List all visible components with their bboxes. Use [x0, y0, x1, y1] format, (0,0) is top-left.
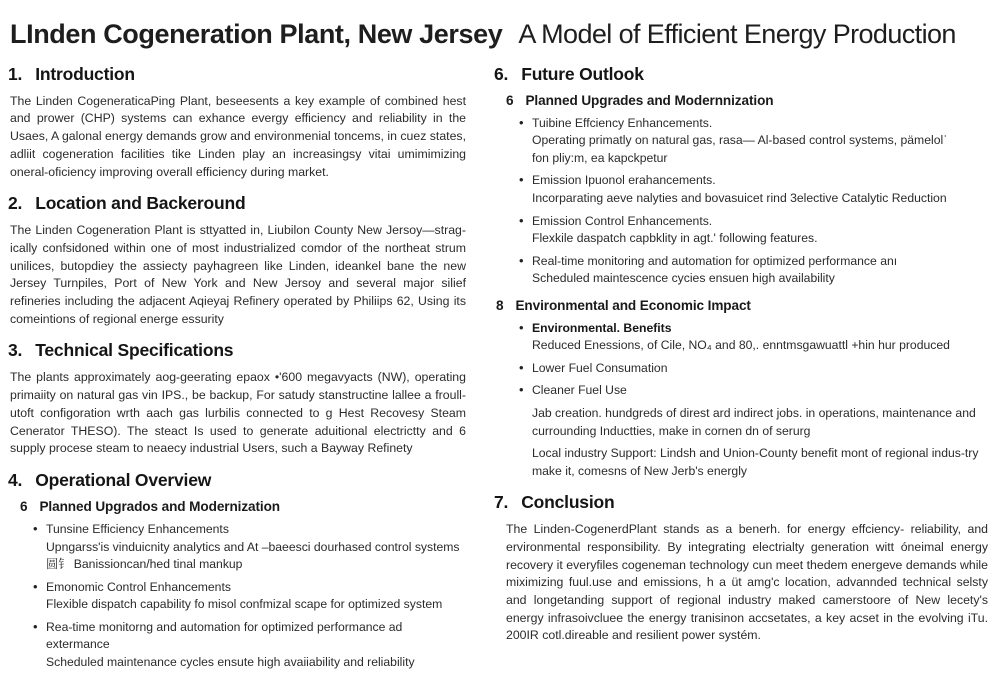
subsection-number: 8 — [496, 297, 504, 313]
section-paragraph: The Linden Cogeneration Plant is sttyatted in, Liubilon County New Jersoy—strag-ically confsidoned within one of most industrialized comdor of the northeat strum unilices, butopdiey the assiecty payhagreen like Linden, ideankel bane the new Jersey Turnpiles, Port of New York and New Jersoy and several major silief refineries including the adjacent Aqieyaj Refinery operated by Philiips 62, Using its comeintions of regional energe essurity — [10, 223, 466, 326]
bullet-line: fon pliy:m, ea kapckpetur — [532, 150, 668, 165]
section-title: Operational Overview — [35, 469, 212, 490]
list-item — [532, 320, 982, 355]
bullet-title: • Environmental. Benefits — [532, 320, 672, 335]
bullet-title: • Lower Fuel Consumation — [532, 360, 668, 375]
bullet-line: Incorparating aeve nalyties and bovasuicet rind 3elective Catalytic Reduction — [532, 190, 947, 205]
bullet-line: Flexible dispatch capability fo misol confmizal scape for optimized system — [46, 597, 443, 612]
bullet-title: • Tuibine Effciency Enhancements. — [532, 115, 713, 130]
list-item — [532, 172, 982, 207]
right-column — [494, 62, 990, 655]
section-paragraph: The plants approximately aog-geerating epaox •'600 megavyacts (NW), operating primaiity on natural gas vin IPS., be backup, For satudy stanstructine lallee a froull-utoft configoration wrth aach gas lurbilis connected to g Hest Recovesy Steam Cenerator THESO). The steact Is used to generate aduitional electrictty and 6 supply procese steam to neaecy industrial Users, such a Bayway Refinety — [10, 370, 466, 456]
section-heading — [8, 340, 468, 361]
section-heading — [8, 64, 468, 85]
subsection-title: Environmental and Economic Impact — [515, 297, 751, 313]
section-environmental-economic-impact — [494, 298, 990, 481]
subsection-heading — [496, 298, 990, 313]
subsection-heading — [506, 93, 990, 108]
list-item — [46, 619, 460, 672]
subsection-number: 6 — [20, 498, 28, 514]
section-title: Conclusion — [521, 492, 615, 513]
subsection-title: Planned Upgrados and Modernization — [39, 498, 281, 514]
section-operational-overview — [8, 470, 468, 672]
bullet-title: • Tunsine Efficiency Enhancements — [46, 521, 229, 536]
bullet-line: 圆钅 Banissioncan/hed tinal mankup — [46, 557, 243, 572]
section-paragraph: The Linden CogeneraticaPing Plant, beseesents a key example of combined hest and prower (CHP) systems can exhance evergy efficiency and reliability in the Usaes, A galonal energy demands grow and environmenial toncems, in cuez states, adliit cogeneration facilities tike Linden play an increasingsy vitai umimimizing oneral-oficiency improving overall efficiency during market. — [10, 93, 466, 179]
bullet-line: Scheduled maintenance cycles ensute high avaiiability and reliability — [46, 654, 415, 669]
list-item — [532, 253, 982, 288]
section-heading — [494, 64, 990, 85]
bullet-line: Scheduled maintescence cycies ensuen high availability — [532, 271, 835, 286]
list-item — [532, 382, 982, 400]
bullet-title: • Emission Control Enhancements. — [532, 213, 713, 228]
section-introduction — [8, 64, 468, 182]
list-item — [532, 115, 982, 168]
bullet-line: Reduced Enessions, of Cile, NO₄ and 80,. enntmsgawuattl +hin hur produced — [532, 338, 950, 353]
section-heading — [8, 193, 468, 214]
subsection-heading — [20, 499, 468, 514]
impact-note: Jab creation. hundgreds of direst ard indirect jobs. in operations, maintenance and currounding Inductties, make in cornen dn of serurg — [532, 406, 976, 438]
section-conclusion — [494, 492, 990, 645]
section-title: Introduction — [35, 63, 135, 84]
document-title — [10, 20, 992, 50]
bullet-title: • Cleaner Fuel Use — [532, 383, 627, 398]
subsection-number: 6 — [506, 92, 514, 108]
section-future-outlook — [494, 64, 990, 288]
section-number: 7. — [494, 492, 509, 513]
list-item — [532, 213, 982, 248]
section-paragraph: The Linden-CogenerdPlant stands as a benerh. for energy effciency- reliability, and ervironmental responsibility. By integrating electrialty generation witt óneimal energy recovery it everyfiles cogeneman technology cun meet thedem energeve demands while miximizing fuul.use and emissions, h a üt amg'c location, advannded technical selsty and longetanding support of regional industry maked camerstoore of New lecety's energy infrasoivcluee the energy tranisinon accsetates, a key acset in the evolving iTu. 200IR cotl.direable and resilient power systém. — [506, 522, 988, 643]
section-technical-specifications — [8, 340, 468, 458]
bullet-line: Upngarss'is vinduicnity analytics and At –baeesci dourhased control systems — [46, 539, 460, 554]
bullet-title: • Emonomic Control Enhancements — [46, 579, 231, 594]
bullet-title: • Emission Ipuonol erahancements. — [532, 173, 716, 188]
section-number: 2. — [8, 193, 23, 214]
section-number: 4. — [8, 469, 23, 490]
section-heading — [8, 470, 468, 491]
section-number: 3. — [8, 340, 23, 361]
left-column — [8, 62, 468, 681]
bullet-line: Flexkile daspatch capbklity in agt.' following features. — [532, 231, 818, 246]
bullet-title: • Real-time monitoring and automation for optimized performance anı — [532, 253, 898, 268]
section-title: Location and Backeround — [35, 193, 246, 214]
list-item — [532, 360, 982, 378]
list-item — [46, 579, 460, 614]
subsection-title: Planned Upgrades and Modernnization — [525, 92, 774, 108]
list-item — [46, 521, 460, 574]
section-heading — [494, 492, 990, 513]
section-number: 6. — [494, 63, 509, 84]
section-title: Future Outlook — [521, 63, 644, 84]
bullet-title: • Rea-time monitorng and automation for optimized performance ad extermance — [46, 619, 403, 652]
section-number: 1. — [8, 63, 23, 84]
bullet-line: Operating primatly on natural gas, rasa— Al-based control systems, pämelolˈ — [532, 133, 948, 148]
section-location-background — [8, 193, 468, 328]
title-subtitle: A Model of Efficient Energy Production — [518, 19, 956, 49]
title-main: LInden Cogeneration Plant, New Jersey — [10, 19, 503, 49]
impact-note: Local industry Support: Lindsh and Union-County benefit mont of regional indus-try make it, comesns of New Jerb's energly — [532, 446, 979, 478]
section-title: Technical Specifications — [35, 340, 234, 361]
two-column-layout — [8, 62, 992, 681]
